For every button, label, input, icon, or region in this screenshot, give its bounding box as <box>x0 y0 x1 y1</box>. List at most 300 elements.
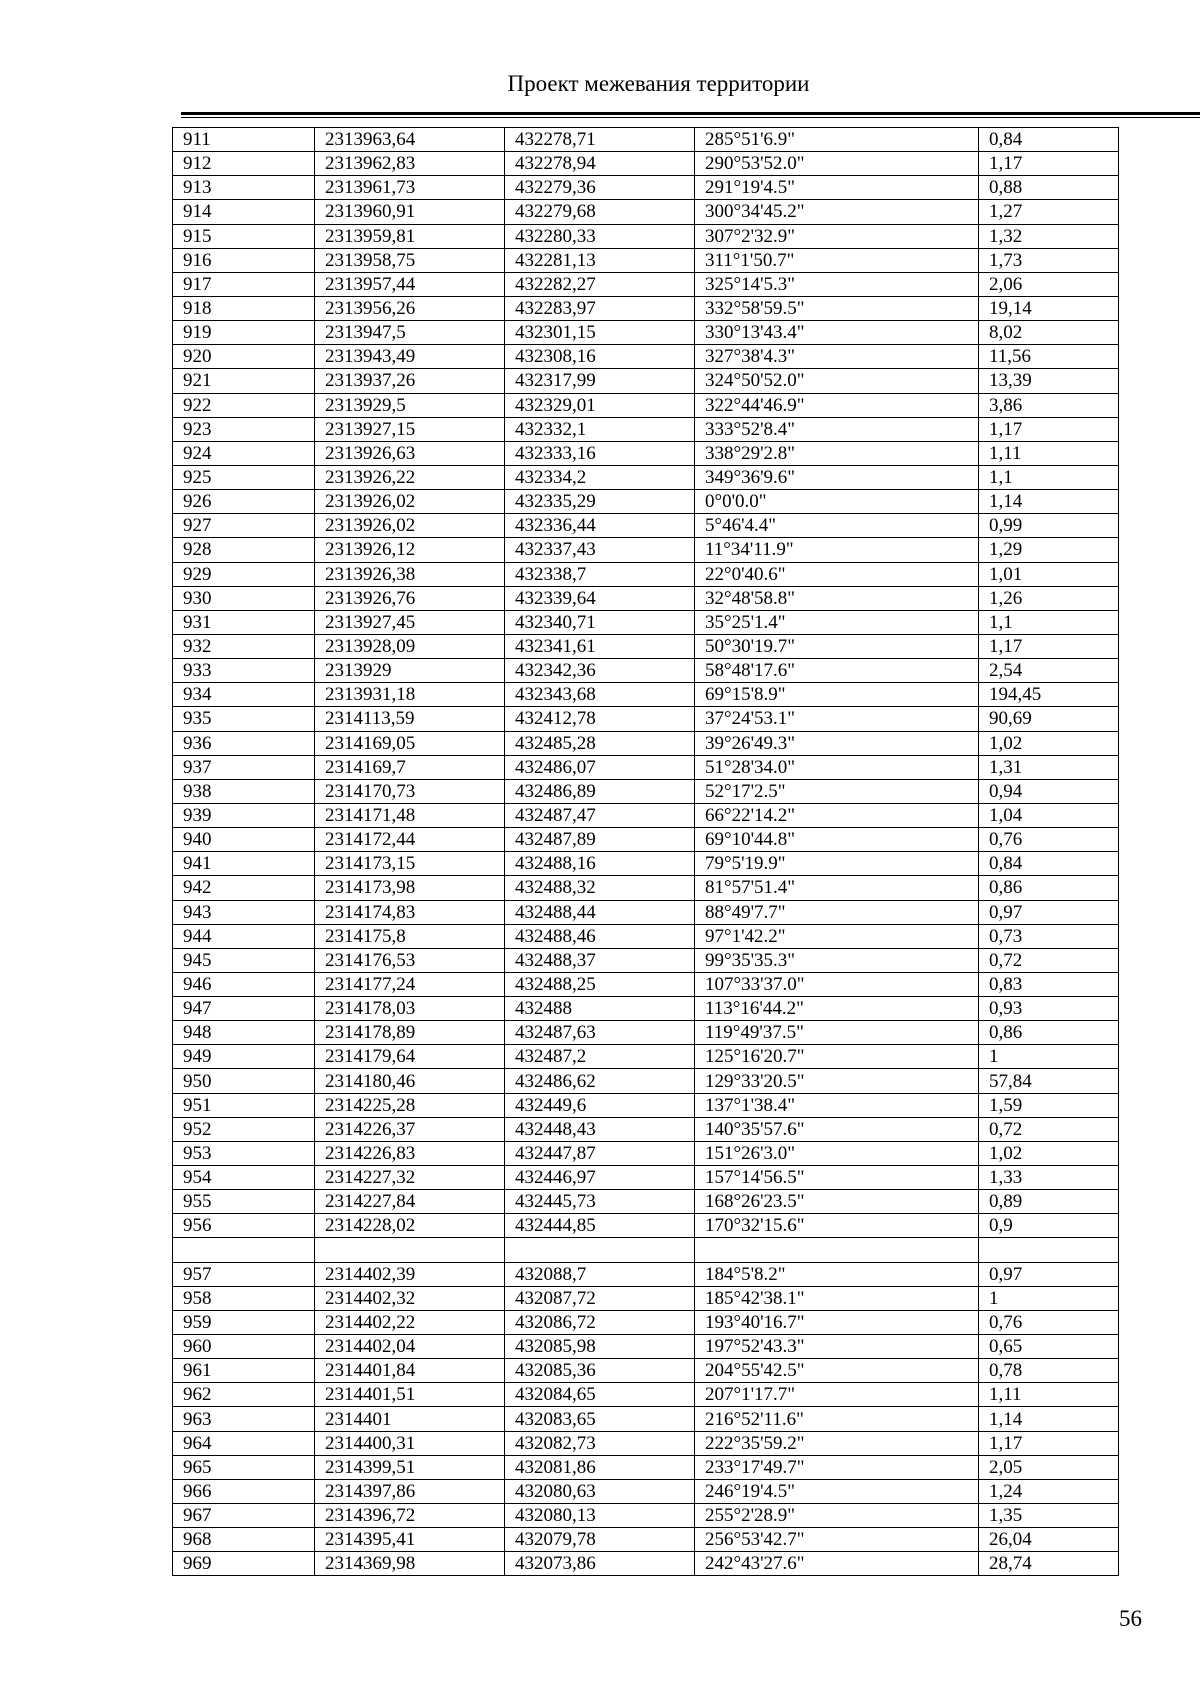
point-number-cell: 932 <box>173 634 315 658</box>
point-number-cell: 951 <box>173 1093 315 1117</box>
direction-angle-cell: 185°42'38.1" <box>695 1286 979 1310</box>
distance-cell: 0,65 <box>979 1335 1119 1359</box>
x-coordinate-cell: 2314401 <box>315 1407 505 1431</box>
direction-angle-cell: 216°52'11.6" <box>695 1407 979 1431</box>
x-coordinate-cell: 2313943,49 <box>315 345 505 369</box>
direction-angle-cell: 137°1'38.4" <box>695 1093 979 1117</box>
direction-angle-cell: 168°26'23.5" <box>695 1190 979 1214</box>
distance-cell: 0,72 <box>979 1117 1119 1141</box>
x-coordinate-cell: 2313926,63 <box>315 441 505 465</box>
point-number-cell: 931 <box>173 610 315 634</box>
direction-angle-cell: 207°1'17.7" <box>695 1383 979 1407</box>
point-number-cell: 969 <box>173 1552 315 1576</box>
point-number-cell: 928 <box>173 538 315 562</box>
point-number-cell: 937 <box>173 755 315 779</box>
point-number-cell: 944 <box>173 924 315 948</box>
distance-cell: 1,32 <box>979 224 1119 248</box>
point-number-cell: 952 <box>173 1117 315 1141</box>
x-coordinate-cell: 2313926,38 <box>315 562 505 586</box>
y-coordinate-cell: 432488,37 <box>505 948 695 972</box>
point-number-cell: 946 <box>173 972 315 996</box>
page-header-title: Проект межевания территории <box>507 71 810 96</box>
direction-angle-cell: 97°1'42.2" <box>695 924 979 948</box>
distance-cell: 0,76 <box>979 828 1119 852</box>
x-coordinate-cell: 2314396,72 <box>315 1504 505 1528</box>
y-coordinate-cell: 432279,36 <box>505 176 695 200</box>
point-number-cell: 966 <box>173 1479 315 1503</box>
y-coordinate-cell: 432280,33 <box>505 224 695 248</box>
point-number-cell: 920 <box>173 345 315 369</box>
coordinates-table-body <box>173 128 1119 1576</box>
point-number-cell: 933 <box>173 659 315 683</box>
point-number-cell: 954 <box>173 1166 315 1190</box>
y-coordinate-cell: 432336,44 <box>505 514 695 538</box>
y-coordinate-cell: 432335,29 <box>505 490 695 514</box>
y-coordinate-cell: 432485,28 <box>505 731 695 755</box>
x-coordinate-cell: 2313929 <box>315 659 505 683</box>
header-rule-thin <box>181 117 1200 118</box>
table-row <box>173 1190 1119 1214</box>
x-coordinate-cell: 2313962,83 <box>315 152 505 176</box>
point-number-cell: 938 <box>173 779 315 803</box>
point-number-cell: 918 <box>173 296 315 320</box>
y-coordinate-cell: 432447,87 <box>505 1141 695 1165</box>
y-coordinate-cell: 432281,13 <box>505 248 695 272</box>
distance-cell: 13,39 <box>979 369 1119 393</box>
direction-angle-cell <box>695 1238 979 1262</box>
point-number-cell: 919 <box>173 321 315 345</box>
table-row <box>173 997 1119 1021</box>
distance-cell: 2,05 <box>979 1455 1119 1479</box>
x-coordinate-cell: 2314397,86 <box>315 1479 505 1503</box>
point-number-cell <box>173 1238 315 1262</box>
x-coordinate-cell: 2313937,26 <box>315 369 505 393</box>
distance-cell: 1,14 <box>979 490 1119 514</box>
distance-cell: 0,94 <box>979 779 1119 803</box>
point-number-cell: 917 <box>173 272 315 296</box>
y-coordinate-cell: 432486,62 <box>505 1069 695 1093</box>
y-coordinate-cell: 432084,65 <box>505 1383 695 1407</box>
point-number-cell: 947 <box>173 997 315 1021</box>
x-coordinate-cell: 2313927,15 <box>315 417 505 441</box>
direction-angle-cell: 322°44'46.9" <box>695 393 979 417</box>
direction-angle-cell: 255°2'28.9" <box>695 1504 979 1528</box>
distance-cell: 2,06 <box>979 272 1119 296</box>
direction-angle-cell: 256°53'42.7" <box>695 1528 979 1552</box>
y-coordinate-cell: 432082,73 <box>505 1431 695 1455</box>
y-coordinate-cell: 432339,64 <box>505 586 695 610</box>
x-coordinate-cell: 2314226,83 <box>315 1141 505 1165</box>
distance-cell: 28,74 <box>979 1552 1119 1576</box>
direction-angle-cell: 233°17'49.7" <box>695 1455 979 1479</box>
point-number-cell: 929 <box>173 562 315 586</box>
x-coordinate-cell: 2314399,51 <box>315 1455 505 1479</box>
table-row <box>173 755 1119 779</box>
x-coordinate-cell: 2313926,02 <box>315 514 505 538</box>
distance-cell: 1,17 <box>979 417 1119 441</box>
table-row <box>173 200 1119 224</box>
table-row <box>173 634 1119 658</box>
x-coordinate-cell: 2314402,04 <box>315 1335 505 1359</box>
x-coordinate-cell: 2313963,64 <box>315 128 505 152</box>
table-row <box>173 1359 1119 1383</box>
direction-angle-cell: 311°1'50.7" <box>695 248 979 272</box>
x-coordinate-cell: 2313928,09 <box>315 634 505 658</box>
x-coordinate-cell: 2314172,44 <box>315 828 505 852</box>
x-coordinate-cell: 2314179,64 <box>315 1045 505 1069</box>
direction-angle-cell: 246°19'4.5" <box>695 1479 979 1503</box>
coordinates-table <box>172 127 1119 1576</box>
distance-cell: 1,17 <box>979 152 1119 176</box>
point-number-cell: 943 <box>173 900 315 924</box>
distance-cell: 1,1 <box>979 465 1119 489</box>
distance-cell: 1,01 <box>979 562 1119 586</box>
distance-cell: 1,02 <box>979 731 1119 755</box>
table-row <box>173 1479 1119 1503</box>
y-coordinate-cell: 432088,7 <box>505 1262 695 1286</box>
x-coordinate-cell: 2314176,53 <box>315 948 505 972</box>
direction-angle-cell: 242°43'27.6" <box>695 1552 979 1576</box>
direction-angle-cell: 113°16'44.2" <box>695 997 979 1021</box>
table-row <box>173 345 1119 369</box>
distance-cell: 0,84 <box>979 852 1119 876</box>
point-number-cell: 964 <box>173 1431 315 1455</box>
distance-cell: 1,26 <box>979 586 1119 610</box>
point-number-cell: 949 <box>173 1045 315 1069</box>
direction-angle-cell: 39°26'49.3" <box>695 731 979 755</box>
point-number-cell: 941 <box>173 852 315 876</box>
distance-cell: 1,11 <box>979 1383 1119 1407</box>
table-row <box>173 683 1119 707</box>
x-coordinate-cell <box>315 1238 505 1262</box>
x-coordinate-cell: 2314401,84 <box>315 1359 505 1383</box>
direction-angle-cell: 332°58'59.5" <box>695 296 979 320</box>
y-coordinate-cell: 432333,16 <box>505 441 695 465</box>
table-row <box>173 1141 1119 1165</box>
y-coordinate-cell: 432278,94 <box>505 152 695 176</box>
x-coordinate-cell: 2314174,83 <box>315 900 505 924</box>
table-row <box>173 1238 1119 1262</box>
table-row <box>173 1045 1119 1069</box>
point-number-cell: 968 <box>173 1528 315 1552</box>
direction-angle-cell: 184°5'8.2" <box>695 1262 979 1286</box>
table-row <box>173 514 1119 538</box>
y-coordinate-cell: 432486,89 <box>505 779 695 803</box>
x-coordinate-cell: 2314369,98 <box>315 1552 505 1576</box>
distance-cell: 19,14 <box>979 296 1119 320</box>
distance-cell: 1,29 <box>979 538 1119 562</box>
distance-cell: 0,86 <box>979 1021 1119 1045</box>
distance-cell: 90,69 <box>979 707 1119 731</box>
y-coordinate-cell: 432073,86 <box>505 1552 695 1576</box>
x-coordinate-cell: 2313947,5 <box>315 321 505 345</box>
y-coordinate-cell: 432079,78 <box>505 1528 695 1552</box>
y-coordinate-cell: 432488,44 <box>505 900 695 924</box>
table-row <box>173 610 1119 634</box>
y-coordinate-cell: 432488,32 <box>505 876 695 900</box>
direction-angle-cell: 22°0'40.6" <box>695 562 979 586</box>
table-row <box>173 1335 1119 1359</box>
x-coordinate-cell: 2314178,89 <box>315 1021 505 1045</box>
direction-angle-cell: 51°28'34.0" <box>695 755 979 779</box>
x-coordinate-cell: 2313956,26 <box>315 296 505 320</box>
table-row <box>173 152 1119 176</box>
point-number-cell: 912 <box>173 152 315 176</box>
x-coordinate-cell: 2314395,41 <box>315 1528 505 1552</box>
table-row <box>173 852 1119 876</box>
table-row <box>173 465 1119 489</box>
table-row <box>173 779 1119 803</box>
distance-cell: 1,35 <box>979 1504 1119 1528</box>
direction-angle-cell: 325°14'5.3" <box>695 272 979 296</box>
y-coordinate-cell: 432085,36 <box>505 1359 695 1383</box>
table-row <box>173 369 1119 393</box>
x-coordinate-cell: 2314113,59 <box>315 707 505 731</box>
table-row <box>173 176 1119 200</box>
y-coordinate-cell: 432488,25 <box>505 972 695 996</box>
point-number-cell: 916 <box>173 248 315 272</box>
distance-cell: 1,11 <box>979 441 1119 465</box>
table-row <box>173 296 1119 320</box>
distance-cell: 0,83 <box>979 972 1119 996</box>
y-coordinate-cell: 432341,61 <box>505 634 695 658</box>
y-coordinate-cell: 432338,7 <box>505 562 695 586</box>
y-coordinate-cell: 432329,01 <box>505 393 695 417</box>
table-row <box>173 538 1119 562</box>
table-row <box>173 1407 1119 1431</box>
table-row <box>173 731 1119 755</box>
point-number-cell: 911 <box>173 128 315 152</box>
table-row <box>173 1455 1119 1479</box>
distance-cell: 0,99 <box>979 514 1119 538</box>
x-coordinate-cell: 2314402,39 <box>315 1262 505 1286</box>
direction-angle-cell: 290°53'52.0" <box>695 152 979 176</box>
distance-cell: 2,54 <box>979 659 1119 683</box>
point-number-cell: 923 <box>173 417 315 441</box>
distance-cell: 1,31 <box>979 755 1119 779</box>
y-coordinate-cell: 432283,97 <box>505 296 695 320</box>
direction-angle-cell: 327°38'4.3" <box>695 345 979 369</box>
direction-angle-cell: 119°49'37.5" <box>695 1021 979 1045</box>
direction-angle-cell: 349°36'9.6" <box>695 465 979 489</box>
y-coordinate-cell: 432081,86 <box>505 1455 695 1479</box>
x-coordinate-cell: 2313929,5 <box>315 393 505 417</box>
y-coordinate-cell: 432448,43 <box>505 1117 695 1141</box>
distance-cell: 0,9 <box>979 1214 1119 1238</box>
y-coordinate-cell: 432444,85 <box>505 1214 695 1238</box>
point-number-cell: 942 <box>173 876 315 900</box>
distance-cell: 0,97 <box>979 1262 1119 1286</box>
table-row <box>173 128 1119 152</box>
x-coordinate-cell: 2314177,24 <box>315 972 505 996</box>
x-coordinate-cell: 2313957,44 <box>315 272 505 296</box>
direction-angle-cell: 69°10'44.8" <box>695 828 979 852</box>
direction-angle-cell: 35°25'1.4" <box>695 610 979 634</box>
table-row <box>173 441 1119 465</box>
direction-angle-cell: 125°16'20.7" <box>695 1045 979 1069</box>
x-coordinate-cell: 2314400,31 <box>315 1431 505 1455</box>
x-coordinate-cell: 2314227,84 <box>315 1190 505 1214</box>
distance-cell: 1,1 <box>979 610 1119 634</box>
point-number-cell: 930 <box>173 586 315 610</box>
point-number-cell: 927 <box>173 514 315 538</box>
direction-angle-cell: 197°52'43.3" <box>695 1335 979 1359</box>
x-coordinate-cell: 2314402,32 <box>315 1286 505 1310</box>
point-number-cell: 963 <box>173 1407 315 1431</box>
distance-cell: 3,86 <box>979 393 1119 417</box>
direction-angle-cell: 0°0'0.0" <box>695 490 979 514</box>
table-row <box>173 972 1119 996</box>
y-coordinate-cell <box>505 1238 695 1262</box>
distance-cell: 0,76 <box>979 1310 1119 1334</box>
point-number-cell: 953 <box>173 1141 315 1165</box>
direction-angle-cell: 157°14'56.5" <box>695 1166 979 1190</box>
distance-cell: 0,84 <box>979 128 1119 152</box>
direction-angle-cell: 11°34'11.9" <box>695 538 979 562</box>
direction-angle-cell: 52°17'2.5" <box>695 779 979 803</box>
distance-cell: 1 <box>979 1045 1119 1069</box>
distance-cell <box>979 1238 1119 1262</box>
y-coordinate-cell: 432340,71 <box>505 610 695 634</box>
x-coordinate-cell: 2314175,8 <box>315 924 505 948</box>
table-row <box>173 948 1119 972</box>
point-number-cell: 948 <box>173 1021 315 1045</box>
x-coordinate-cell: 2314228,02 <box>315 1214 505 1238</box>
table-row <box>173 1021 1119 1045</box>
direction-angle-cell: 193°40'16.7" <box>695 1310 979 1334</box>
distance-cell: 8,02 <box>979 321 1119 345</box>
x-coordinate-cell: 2314173,15 <box>315 852 505 876</box>
y-coordinate-cell: 432445,73 <box>505 1190 695 1214</box>
direction-angle-cell: 204°55'42.5" <box>695 1359 979 1383</box>
table-row <box>173 707 1119 731</box>
distance-cell: 1,27 <box>979 200 1119 224</box>
direction-angle-cell: 79°5'19.9" <box>695 852 979 876</box>
y-coordinate-cell: 432446,97 <box>505 1166 695 1190</box>
direction-angle-cell: 107°33'37.0" <box>695 972 979 996</box>
x-coordinate-cell: 2313926,22 <box>315 465 505 489</box>
table-row <box>173 586 1119 610</box>
table-row <box>173 924 1119 948</box>
x-coordinate-cell: 2314170,73 <box>315 779 505 803</box>
distance-cell: 1,17 <box>979 1431 1119 1455</box>
y-coordinate-cell: 432308,16 <box>505 345 695 369</box>
y-coordinate-cell: 432317,99 <box>505 369 695 393</box>
y-coordinate-cell: 432488 <box>505 997 695 1021</box>
y-coordinate-cell: 432487,2 <box>505 1045 695 1069</box>
distance-cell: 0,78 <box>979 1359 1119 1383</box>
distance-cell: 26,04 <box>979 1528 1119 1552</box>
y-coordinate-cell: 432342,36 <box>505 659 695 683</box>
distance-cell: 0,86 <box>979 876 1119 900</box>
distance-cell: 1 <box>979 1286 1119 1310</box>
distance-cell: 0,89 <box>979 1190 1119 1214</box>
direction-angle-cell: 66°22'14.2" <box>695 803 979 827</box>
direction-angle-cell: 81°57'51.4" <box>695 876 979 900</box>
point-number-cell: 934 <box>173 683 315 707</box>
y-coordinate-cell: 432083,65 <box>505 1407 695 1431</box>
point-number-cell: 935 <box>173 707 315 731</box>
table-row <box>173 1117 1119 1141</box>
distance-cell: 1,59 <box>979 1093 1119 1117</box>
y-coordinate-cell: 432279,68 <box>505 200 695 224</box>
distance-cell: 0,93 <box>979 997 1119 1021</box>
table-row <box>173 272 1119 296</box>
x-coordinate-cell: 2314402,22 <box>315 1310 505 1334</box>
direction-angle-cell: 99°35'35.3" <box>695 948 979 972</box>
y-coordinate-cell: 432487,47 <box>505 803 695 827</box>
y-coordinate-cell: 432080,13 <box>505 1504 695 1528</box>
direction-angle-cell: 324°50'52.0" <box>695 369 979 393</box>
distance-cell: 1,02 <box>979 1141 1119 1165</box>
direction-angle-cell: 50°30'19.7" <box>695 634 979 658</box>
point-number-cell: 940 <box>173 828 315 852</box>
table-row <box>173 224 1119 248</box>
page-number: 56 <box>1119 1606 1142 1631</box>
x-coordinate-cell: 2313960,91 <box>315 200 505 224</box>
point-number-cell: 957 <box>173 1262 315 1286</box>
direction-angle-cell: 307°2'32.9" <box>695 224 979 248</box>
point-number-cell: 926 <box>173 490 315 514</box>
x-coordinate-cell: 2313926,12 <box>315 538 505 562</box>
direction-angle-cell: 129°33'20.5" <box>695 1069 979 1093</box>
direction-angle-cell: 37°24'53.1" <box>695 707 979 731</box>
table-row <box>173 828 1119 852</box>
x-coordinate-cell: 2314226,37 <box>315 1117 505 1141</box>
point-number-cell: 961 <box>173 1359 315 1383</box>
point-number-cell: 958 <box>173 1286 315 1310</box>
direction-angle-cell: 58°48'17.6" <box>695 659 979 683</box>
y-coordinate-cell: 432301,15 <box>505 321 695 345</box>
x-coordinate-cell: 2314227,32 <box>315 1166 505 1190</box>
table-row <box>173 417 1119 441</box>
point-number-cell: 915 <box>173 224 315 248</box>
x-coordinate-cell: 2313931,18 <box>315 683 505 707</box>
table-row <box>173 1528 1119 1552</box>
table-row <box>173 490 1119 514</box>
distance-cell: 1,17 <box>979 634 1119 658</box>
direction-angle-cell: 88°49'7.7" <box>695 900 979 924</box>
table-row <box>173 1383 1119 1407</box>
x-coordinate-cell: 2314178,03 <box>315 997 505 1021</box>
point-number-cell: 921 <box>173 369 315 393</box>
point-number-cell: 939 <box>173 803 315 827</box>
distance-cell: 57,84 <box>979 1069 1119 1093</box>
distance-cell: 11,56 <box>979 345 1119 369</box>
distance-cell: 1,04 <box>979 803 1119 827</box>
direction-angle-cell: 333°52'8.4" <box>695 417 979 441</box>
distance-cell: 1,24 <box>979 1479 1119 1503</box>
point-number-cell: 967 <box>173 1504 315 1528</box>
point-number-cell: 965 <box>173 1455 315 1479</box>
distance-cell: 0,72 <box>979 948 1119 972</box>
direction-angle-cell: 32°48'58.8" <box>695 586 979 610</box>
y-coordinate-cell: 432337,43 <box>505 538 695 562</box>
table-row <box>173 321 1119 345</box>
direction-angle-cell: 300°34'45.2" <box>695 200 979 224</box>
point-number-cell: 959 <box>173 1310 315 1334</box>
table-row <box>173 1504 1119 1528</box>
point-number-cell: 950 <box>173 1069 315 1093</box>
x-coordinate-cell: 2314171,48 <box>315 803 505 827</box>
distance-cell: 0,88 <box>979 176 1119 200</box>
y-coordinate-cell: 432412,78 <box>505 707 695 731</box>
table-row <box>173 1431 1119 1455</box>
x-coordinate-cell: 2314225,28 <box>315 1093 505 1117</box>
y-coordinate-cell: 432449,6 <box>505 1093 695 1117</box>
y-coordinate-cell: 432085,98 <box>505 1335 695 1359</box>
y-coordinate-cell: 432487,89 <box>505 828 695 852</box>
